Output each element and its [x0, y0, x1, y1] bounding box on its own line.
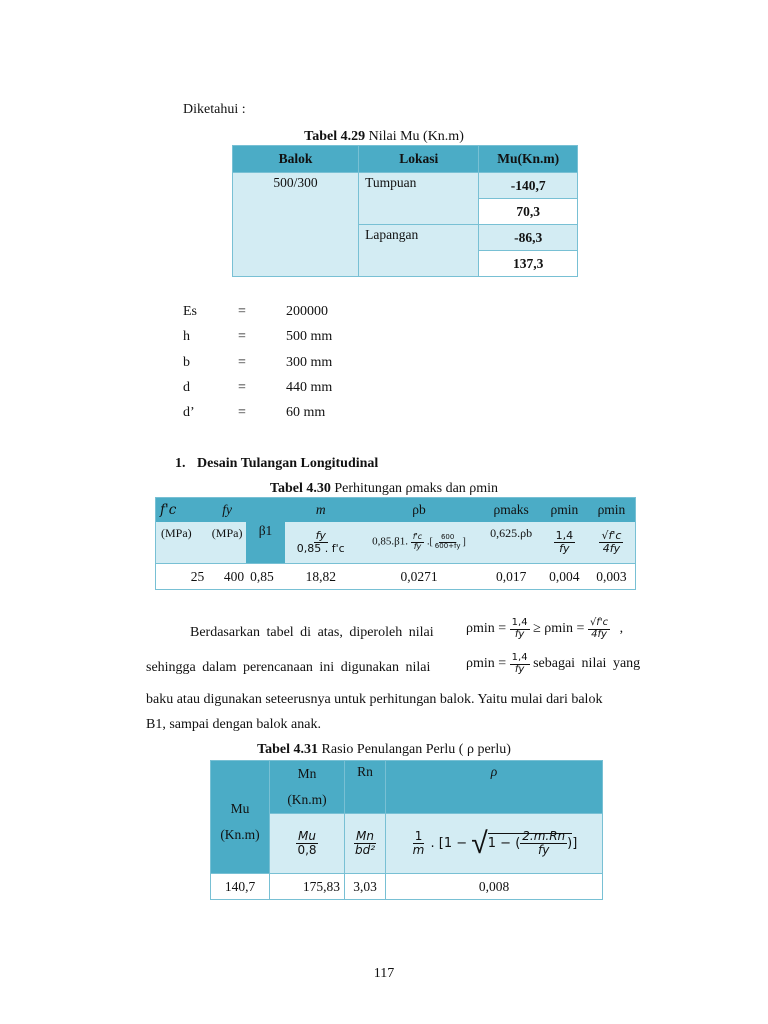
- header-rho: ρ: [386, 761, 603, 814]
- row-rho: 0,008: [386, 874, 603, 900]
- row-rhomin1: 0,004: [549, 568, 580, 584]
- paragraph-text: sehingga dalam perencanaan ini digunakan nilai: [146, 660, 431, 675]
- table3-caption-label: Tabel 4.31: [257, 742, 319, 757]
- fraction-sqrt: $\frac{√f'c}{4fy}$: [589, 617, 609, 640]
- paragraph-formula1: ρmin = $\frac{1,4}{fy}$ ≥ ρmin = $\frac{√f'c}{4fy}$ ,: [466, 617, 624, 640]
- paragraph-formula2: [466, 653, 640, 675]
- header-m: m: [285, 498, 357, 522]
- var-name: b: [183, 355, 190, 370]
- formula-mn: [270, 814, 345, 874]
- table2-caption-text: Perhitungan ρmaks dan ρmin: [334, 481, 499, 496]
- table1-caption-label: Tabel 4.29: [304, 129, 366, 144]
- header-mu-label: Mu: [230, 801, 250, 816]
- formula-rhomaks: 0,625.ρb: [481, 522, 540, 564]
- formula-rho: $\frac{1}{m}$ . [1 − √1 − ( $\frac{2.m.Rn}{fy}$ )]: [386, 814, 603, 874]
- var-eq: =: [238, 329, 246, 344]
- cell-mu-4: 137,3: [479, 251, 578, 277]
- var-value: 500 mm: [286, 329, 333, 344]
- var-name: d: [183, 380, 190, 395]
- fraction-14-fy: $\frac{1,4}{fy}$: [511, 617, 528, 640]
- header-mu: Mu(Kn.m): [479, 146, 578, 173]
- row-fy: 400: [223, 568, 245, 584]
- header-mn-label: Mn: [297, 766, 317, 781]
- fraction-num: fy: [315, 529, 326, 543]
- row-beta1: 0,85: [250, 568, 274, 584]
- cell-mu-1: -140,7: [479, 173, 578, 199]
- fraction-min1: [554, 530, 576, 554]
- formula-rn: [345, 814, 386, 874]
- var-name: Es: [183, 304, 197, 319]
- table1-caption-text: Nilai Mu (Kn.m): [368, 129, 464, 144]
- table2-caption-label: Tabel 4.30: [269, 481, 331, 496]
- header-balok: Balok: [233, 146, 359, 173]
- table3-caption-text: Rasio Penulangan Perlu ( ρ perlu): [321, 742, 511, 757]
- formula-rhob: 0,85.β1. $\frac{f'c}{fy}$ .[ $\frac{600}{600+fy}$ ]: [357, 522, 482, 564]
- var-eq: =: [238, 380, 246, 395]
- fraction-m: [295, 530, 347, 554]
- row-rhob: 0,0271: [400, 568, 438, 584]
- header-beta1: β1: [246, 498, 285, 564]
- row-m: 18,82: [305, 568, 336, 584]
- paragraph-line4: B1, sampai dengan balok anak.: [146, 717, 321, 732]
- intro-text: Diketahui :: [183, 102, 246, 117]
- table-rho: [155, 497, 636, 590]
- sqrt-icon: √: [471, 826, 488, 861]
- unit-fc: (MPa): [156, 522, 209, 564]
- header-rhob: ρb: [357, 498, 482, 522]
- paragraph-line1: [190, 625, 434, 641]
- var-value: 60 mm: [286, 405, 326, 420]
- header-rhomin2: ρmin: [588, 498, 636, 522]
- var-value: 300 mm: [286, 355, 333, 370]
- paragraph-line2: [146, 660, 430, 676]
- cell-mu-2: 70,3: [479, 199, 578, 225]
- cell-lapangan: Lapangan: [359, 225, 479, 277]
- var-value: 200000: [286, 304, 328, 319]
- fraction-den: 0,85 . f'c: [296, 541, 345, 555]
- formula-rhob-prefix: 0,85.β1.: [372, 535, 409, 548]
- variable-row: [183, 304, 197, 320]
- fraction-600: $\frac{600}{600+fy}$: [434, 533, 461, 550]
- fraction-1-m: $\frac{1}{m}$: [412, 829, 425, 857]
- paragraph-line3: baku atau digunakan seteerusnya untuk perhitungan balok. Yaitu mulai dari balok: [146, 692, 603, 707]
- paragraph-text: Berdasarkan tabel di atas, diperoleh nilai: [190, 625, 434, 640]
- fraction-min2: [599, 530, 623, 554]
- row-fc: 25: [190, 568, 205, 584]
- cell-balok: 500/300: [233, 173, 359, 277]
- var-eq: =: [238, 405, 246, 420]
- cell-mu-3: -86,3: [479, 225, 578, 251]
- fraction-den: fy: [559, 541, 570, 555]
- header-rhomin1: ρmin: [541, 498, 588, 522]
- table-mu: [232, 145, 578, 277]
- cell-tumpuan: Tumpuan: [359, 173, 479, 225]
- header-mu-unit: (Kn.m): [220, 827, 260, 842]
- header-mn: [270, 761, 345, 814]
- header-mu: [211, 761, 270, 874]
- row-mu: 140,7: [211, 874, 270, 900]
- section-heading: [175, 456, 378, 472]
- header-rhomaks: ρmaks: [481, 498, 540, 522]
- row-rn: 3,03: [345, 874, 386, 900]
- rhomin-label: ρmin =: [466, 656, 507, 672]
- table3-caption: [0, 742, 768, 758]
- header-lokasi: Lokasi: [359, 146, 479, 173]
- fraction-num: 1,4: [555, 529, 574, 543]
- section-title: Desain Tulangan Longitudinal: [197, 456, 379, 471]
- formula-rhomin2: [588, 522, 636, 564]
- header-fc: f'c: [156, 498, 209, 522]
- fraction-14-fy: $\frac{1,4}{fy}$: [511, 652, 528, 675]
- var-value: 440 mm: [286, 380, 333, 395]
- fraction-den: 4fy: [602, 541, 621, 555]
- var-name: h: [183, 329, 190, 344]
- unit-fy: (MPa): [208, 522, 246, 564]
- row-mn: 175,83: [270, 874, 345, 900]
- page-number: 117: [373, 966, 395, 981]
- row-rhomin2: 0,003: [596, 568, 627, 584]
- fraction-2mrn-fy: $\frac{2.m.Rn}{fy}$: [522, 829, 566, 857]
- fraction-fc-fy: $\frac{f'c}{fy}$: [412, 532, 423, 551]
- section-number: 1.: [175, 456, 186, 471]
- var-name: d’: [183, 405, 195, 420]
- fraction-mu-08: $\frac{Mu}{0,8}$: [297, 829, 317, 857]
- rhomin-label: ρmin =: [466, 621, 507, 637]
- table2-caption: [0, 481, 768, 497]
- fraction-num: √f'c: [601, 529, 622, 543]
- formula-rhomin1: [541, 522, 588, 564]
- formula-m: [285, 522, 357, 564]
- header-rn: Rn: [345, 761, 386, 814]
- var-eq: =: [238, 355, 246, 370]
- table1-caption: [0, 129, 768, 145]
- var-eq: =: [238, 304, 246, 319]
- table-rasio: [210, 760, 603, 900]
- fraction-mn-bd2: $\frac{Mn}{\text{bd²}}$: [354, 829, 376, 857]
- row-rhomaks: 0,017: [495, 568, 527, 584]
- rhomin-label: ≥ ρmin =: [533, 621, 585, 637]
- paragraph-text: sebagai nilai yang: [533, 656, 641, 672]
- header-mn-unit: (Kn.m): [287, 792, 327, 807]
- header-fy: fy: [208, 498, 246, 522]
